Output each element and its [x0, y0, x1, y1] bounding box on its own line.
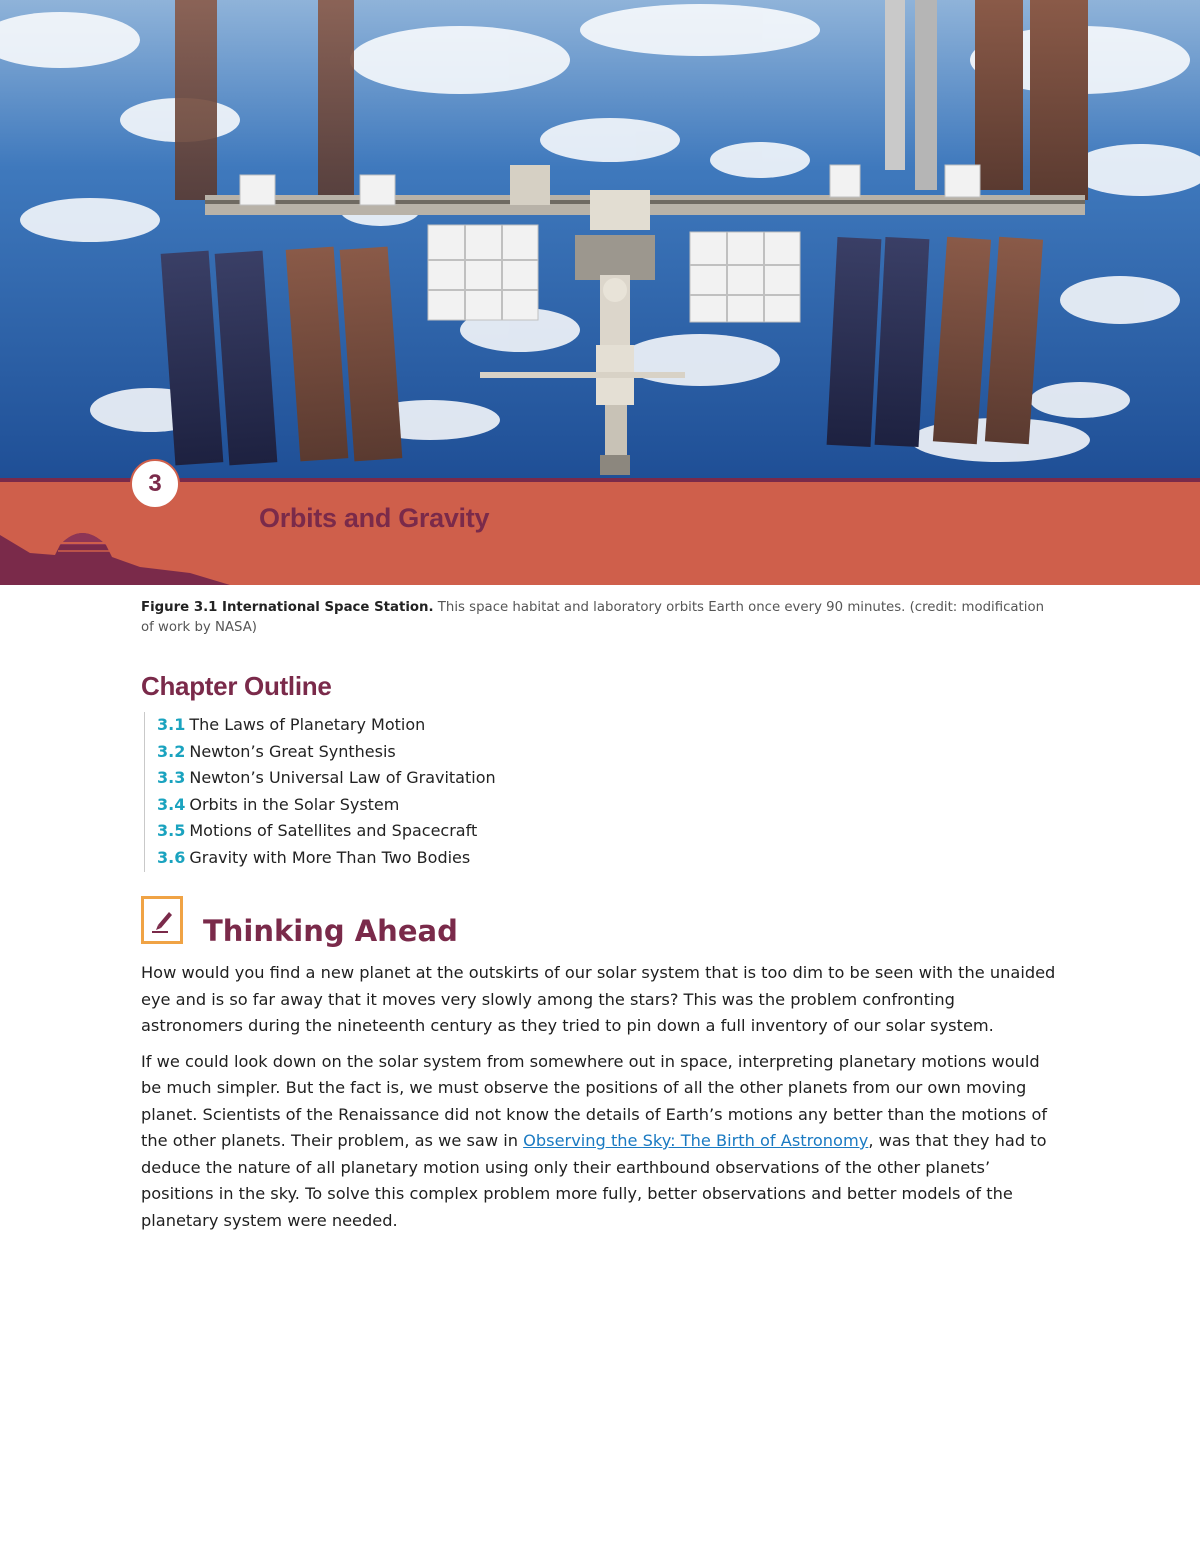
outline-item-label: The Laws of Planetary Motion: [189, 715, 426, 734]
pencil-icon: [149, 905, 175, 935]
outline-item[interactable]: [157, 845, 496, 872]
outline-item[interactable]: [157, 712, 496, 739]
body-paragraph-2-start: If we could look down on the solar system from somewhere out in space, interpreting planetary motions would be much simpler. But the fact is, we must observe the positions of all the other planets from our own moving planet. Scientists of the Renaissance did not know the details of Earth’s motions any better than the motions of the other planets. Their problem, as we saw in: [141, 1051, 1048, 1150]
chapter-number: 3: [130, 459, 180, 509]
space-station-image: [0, 0, 1200, 478]
outline-item-number: 3.3: [157, 768, 186, 788]
outline-item[interactable]: [157, 739, 496, 766]
outline-item-label: Motions of Satellites and Spacecraft: [189, 821, 478, 841]
figure-caption-text: This space habitat and laboratory orbits Earth once every 90 minutes. (credit: modification of work by NASA): [141, 600, 1045, 635]
outline-item[interactable]: [157, 765, 496, 792]
outline-item-number: 3.4: [157, 794, 186, 814]
outline-item-label: Gravity with More Than Two Bodies: [189, 847, 471, 867]
body-paragraph-2: [141, 1049, 1061, 1235]
outline-item-number: 3.2: [157, 741, 186, 761]
chapter-title: Orbits and Gravity: [259, 503, 490, 533]
outline-item-label: Newton’s Great Synthesis: [189, 741, 396, 761]
body-paragraph-1: How would you find a new planet at the outskirts of our solar system that is too dim to be seen with the unaided eye and is so far away that it moves very slowly among the stars? This was the problem confronting astronomers during the nineteenth century as they tried to pin down a full inventory of our solar system.: [141, 963, 1056, 1035]
figure-label: Figure 3.1 International Space Station.: [141, 600, 434, 615]
figure-caption: [141, 598, 1061, 638]
observing-the-sky-link[interactable]: Observing the Sky: The Birth of Astronomy: [523, 1131, 869, 1150]
body-paragraph-2-end: , was that they had to deduce the nature of all planetary motion using only their earthbound observations of the other planets’ positions in the sky. To solve this complex problem more fully, better observations and better models of the planetary system were needed.: [141, 1131, 1047, 1230]
chapter-outline-list: [144, 712, 496, 872]
outline-item-label: Newton’s Universal Law of Gravitation: [189, 768, 496, 788]
observatory-icon: [0, 515, 240, 585]
outline-item[interactable]: [157, 792, 496, 819]
outline-item-label: Orbits in the Solar System: [189, 794, 400, 814]
thinking-ahead-body: [141, 960, 1061, 1243]
thinking-ahead-icon-box: [141, 896, 183, 944]
thinking-ahead-heading: Thinking Ahead: [203, 914, 458, 948]
chapter-outline-heading: Chapter Outline: [141, 671, 332, 701]
outline-item-number: 3.5: [157, 821, 186, 841]
outline-item-number: 3.6: [157, 847, 186, 867]
outline-item-number: 3.1: [157, 715, 186, 734]
outline-item[interactable]: [157, 818, 496, 845]
